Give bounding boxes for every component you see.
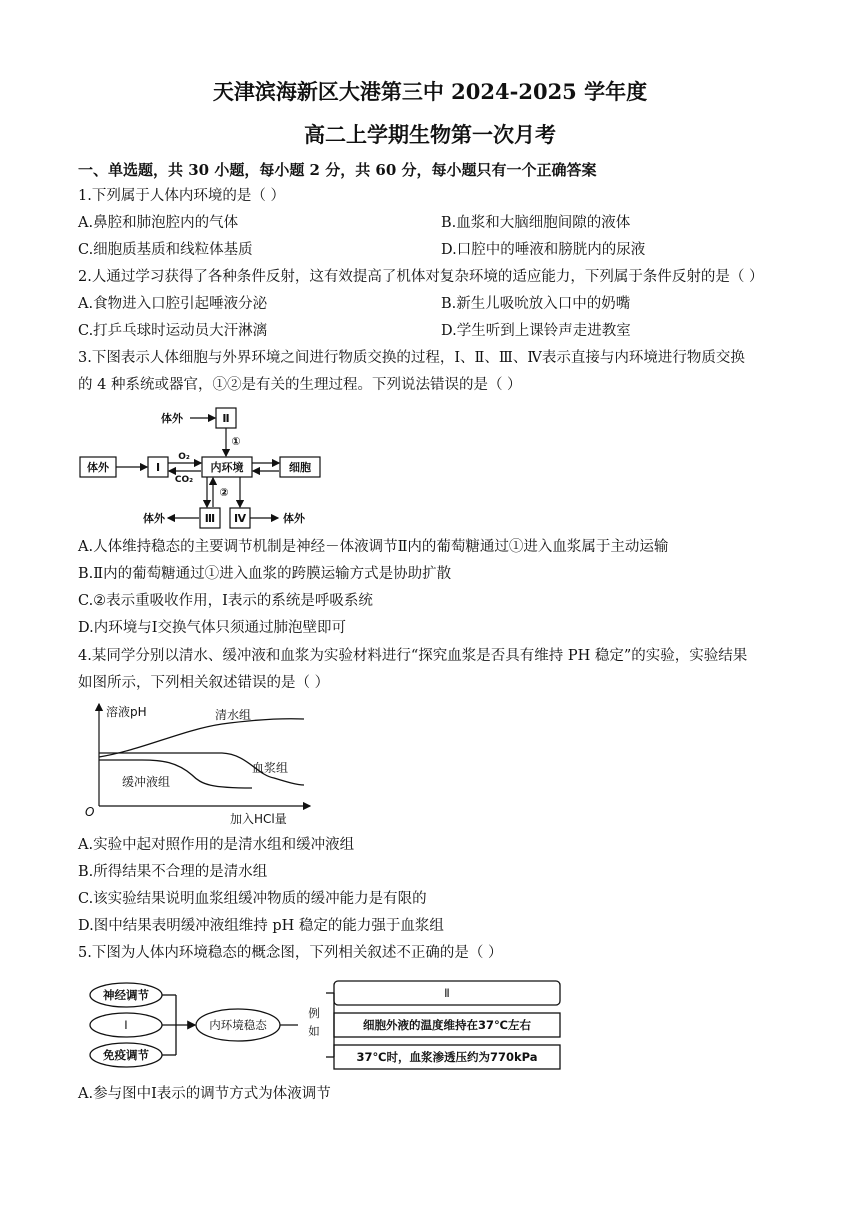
q2-option-d: D.学生听到上课铃声走进教室 [441, 323, 631, 339]
label-ii: Ⅱ [444, 986, 450, 1000]
label-center: 内环境稳态 [209, 1018, 267, 1032]
diagram-o2: O₂ [178, 452, 190, 462]
label-example-2: 37℃时，血浆渗透压约为770kPa [356, 1050, 538, 1064]
q3-stem-1: 3.下图表示人体细胞与外界环境之间进行物质交换的过程，Ⅰ、Ⅱ、Ⅲ、Ⅳ表示直接与内环境进行物质交换 [78, 350, 745, 366]
diagram-cell: 细胞 [289, 461, 311, 474]
diagram-co2: CO₂ [174, 475, 194, 485]
q2-option-a: A.食物进入口腔引起唾液分泌 [78, 296, 268, 312]
q2-option-c: C.打乒乓球时运动员大汗淋漓 [78, 323, 268, 339]
label-example-1: 细胞外液的温度维持在37℃左右 [363, 1018, 531, 1032]
diagram-label-iv: Ⅳ [233, 512, 247, 525]
q4-option-b: B.所得结果不合理的是清水组 [78, 864, 268, 880]
q3-option-a: A.人体维持稳态的主要调节机制是神经－体液调节Ⅱ内的葡萄糖通过①进入血浆属于主动运输 [78, 539, 669, 555]
series-water-line [99, 719, 304, 757]
chart-origin: O [85, 805, 95, 819]
q2-option-b: B.新生儿吸吮放入口中的奶嘴 [441, 296, 631, 312]
diagram-label-i: Ⅰ [155, 461, 161, 474]
diagram-label-iii: Ⅲ [204, 512, 216, 525]
section-heading: 一、单选题，共 30 小题，每小题 2 分，共 60 分，每小题只有一个正确答案 [78, 161, 597, 179]
q5-diagram [88, 977, 568, 1073]
q1-option-a: A.鼻腔和肺泡腔内的气体 [78, 215, 239, 231]
q1-option-c: C.细胞质基质和线粒体基质 [78, 242, 253, 258]
q3-option-b: B.Ⅱ内的葡萄糖通过①进入血浆的跨膜运输方式是协助扩散 [78, 566, 452, 582]
label-eg-2: 如 [308, 1024, 320, 1038]
diagram-inner-env: 内环境 [210, 461, 244, 474]
diagram-outside-bottom-left: 体外 [143, 512, 165, 525]
q1-option-d: D.口腔中的唾液和膀胱内的尿液 [441, 242, 646, 258]
q3-stem-2: 的 4 种系统或器官，①②是有关的生理过程。下列说法错误的是（ ） [78, 377, 522, 393]
diagram-outside-bottom-right: 体外 [283, 512, 305, 525]
q5-option-a: A.参与图中Ⅰ表示的调节方式为体液调节 [78, 1086, 331, 1102]
chart-xlabel: 加入HCl量 [230, 812, 287, 826]
label-immune: 免疫调节 [103, 1048, 149, 1062]
diagram-process-1: ① [231, 435, 241, 448]
label-eg-1: 例 [308, 1006, 320, 1020]
q3-option-d: D.内环境与Ⅰ交换气体只须通过肺泡壁即可 [78, 620, 346, 636]
q3-option-c: C.②表示重吸收作用，Ⅰ表示的系统是呼吸系统 [78, 593, 373, 609]
title-line-1: 天津滨海新区大港第三中 2024-2025 学年度 [212, 79, 648, 104]
chart-ylabel: 溶液pH [106, 705, 147, 719]
q3-diagram [78, 400, 338, 530]
diagram-outside-top: 体外 [161, 412, 183, 425]
q4-option-d: D.图中结果表明缓冲液组维持 pH 稳定的能力强于血浆组 [78, 918, 444, 934]
q4-option-c: C.该实验结果说明血浆组缓冲物质的缓冲能力是有限的 [78, 891, 427, 907]
q4-stem-2: 如图所示，下列相关叙述错误的是（ ） [78, 675, 330, 691]
q1-stem: 1.下列属于人体内环境的是（ ） [78, 188, 285, 204]
series-buffer-label: 缓冲液组 [122, 775, 171, 789]
q4-chart [82, 700, 322, 826]
diagram-process-2: ② [219, 486, 229, 499]
q2-stem: 2.人通过学习获得了各种条件反射，这有效提高了机体对复杂环境的适应能力，下列属于条件反射的是（ ） [78, 269, 764, 285]
diagram-outside-left: 体外 [87, 461, 109, 474]
q1-option-b: B.血浆和大脑细胞间隙的液体 [441, 215, 631, 231]
series-plasma-label: 血浆组 [252, 761, 289, 775]
label-neural: 神经调节 [103, 988, 149, 1002]
q4-option-a: A.实验中起对照作用的是清水组和缓冲液组 [78, 837, 355, 853]
q5-stem: 5.下图为人体内环境稳态的概念图，下列相关叙述不正确的是（ ） [78, 945, 503, 961]
q4-stem-1: 4.某同学分别以清水、缓冲液和血浆为实验材料进行“探究血浆是否具有维持 PH 稳定”的实验，实验结果 [78, 648, 748, 664]
series-water-label: 清水组 [215, 708, 252, 722]
label-i: Ⅰ [124, 1018, 128, 1032]
diagram-label-ii: Ⅱ [222, 412, 230, 425]
title-line-2: 高二上学期生物第一次月考 [304, 122, 556, 147]
